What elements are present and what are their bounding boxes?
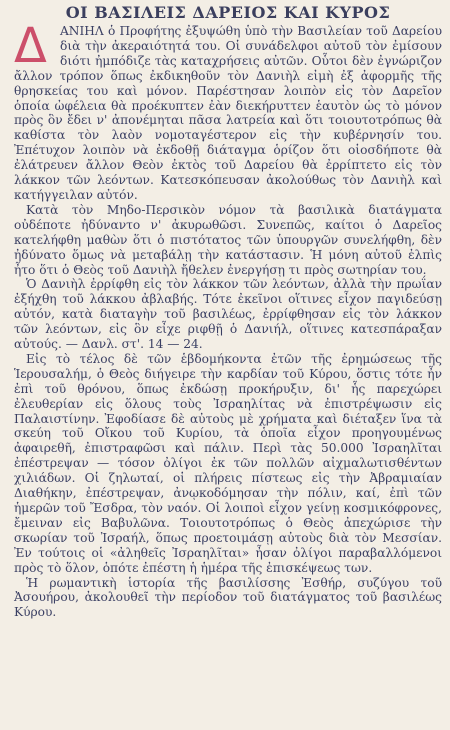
paragraph: Ἡ ρωμαντικὴ ἱστορία τῆς βασιλίσσης Ἐσθήρ, συζύγου τοῦ Ἀσουήρου, ἀκολουθεῖ τὴν περίοδον τοῦ διατάγματος τοῦ βασιλέως Κύρου. — [14, 575, 442, 620]
paragraph: Κατὰ τὸν Μηδο-Περσικὸν νόμον τὰ βασιλικὰ διατάγματα οὐδέποτε ἠδύναντο ν' ἀκυρωθῶσι. Συνεπῶς, καίτοι ὁ Δαρεῖος κατελήφθη μαθὼν ὅτι ὁ πιστότατος τῶν ὑπουργῶν συνελήφθη, δὲν ἠδύνατο ὅμως νὰ μεταβάλῃ τὴν κατάστασιν. Ἡ μόνη αὐτοῦ ἐλπὶς ἦτο ὅτι ὁ Θεὸς τοῦ Δανιὴλ ἤθελεν ἐνεργήσῃ τι πρὸς σωτηρίαν του. — [14, 202, 442, 277]
paragraph: Ὁ Δανιὴλ ἐρρίφθη εἰς τὸν λάκκον τῶν λεόντων, ἀλλὰ τὴν πρωΐαν ἐξήχθη τοῦ λάκκου ἀβλαβής. Τότε ἐκεῖνοι οἵτινες εἶχον παγιδεύσῃ αὐτόν, κατὰ διαταγὴν τοῦ βασιλέως, ἐρρίφθησαν εἰς τὸν λάκκον τῶν λεόντων, εἰς ὃν εἶχε ριφθῇ ὁ Δανιήλ, οἵτινες κατεσπάραξαν αὐτούς. — Δανλ. στ'. 14 — 24. — [14, 277, 442, 352]
article-body — [14, 18, 442, 620]
page-title: ΟΙ ΒΑΣΙΛΕΙΣ ΔΑΡΕΙΟΣ ΚΑΙ ΚΥΡΟΣ — [65, 3, 391, 22]
paragraph: ΑΝΙΗΛ ὁ Προφήτης ἐξυψώθη ὑπὸ τὴν Βασιλείαν τοῦ Δαρείου διὰ τὴν ἀκεραιότητά του. Οἱ συνάδελφοι αὐτοῦ τὸν ἐμίσουν διότι ἠμπόδιζε τὰς καταχρήσεις αὐτῶν. Οὗτοι δὲν ἐγνώριζον ἄλλον τρόπον ὅπως ἐκδικηθοῦν τὸν Δανιὴλ εἰμὴ ἐξ ἀφορμῆς τῆς θρησκείας του καὶ μόνον. Παρέστησαν λοιπὸν εἰς τὸν Δαρεῖον ὁποία ὠφέλεια θὰ προέκυπτεν ἐὰν διεκήρυττεν ἑαυτὸν ὡς τὸ μόνον πρὸς ὃν ἔδει ν' ἀπονέμηται πᾶσα λατρεία καὶ ὅτι τοιουτοτρόπως θὰ καθίστα τὸν λαὸν νομοταγέστερον εἰς τὴν κυβέρνησίν του. Ἐπέτυχον λοιπὸν νὰ ἐκδοθῇ διάταγμα ὁρίζον ὅτι οἱοσδήποτε θὰ ἐλάτρευεν ἄλλον Θεὸν ἐκτὸς τοῦ Δαρείου θὰ ἐρρίπτετο εἰς τὸν λάκκον τῶν λεόντων. Κατεσκόπευσαν ἀκολούθως τὸν Δανιὴλ καὶ κατήγγειλαν αὐτόν. — [14, 24, 442, 202]
paragraph: Εἰς τὸ τέλος δὲ τῶν ἑβδομήκοντα ἐτῶν τῆς ἐρημώσεως τῆς Ἱερουσαλήμ, ὁ Θεὸς διήγειρε τὴν καρδίαν τοῦ Κύρου, ὅστις τότε ἦν ἐπὶ τοῦ θρόνου, ὅπως ἐκδώσῃ προκήρυξιν, δι' ἧς παρεχώρει ἐλευθερίαν εἰς ὅλους τοὺς Ἰσραηλίτας νὰ ἐπιστρέψωσιν εἰς Παλαιστίνην. Ἐφοδίασε δὲ αὐτοὺς μὲ χρήματα καὶ διέταξεν ἵνα τὰ σκεύη τοῦ Οἴκου τοῦ Κυρίου, τὰ ὁποῖα εἶχον προηγουμένως ἀφαιρεθῆ, ἐπιστραφῶσι καὶ πάλιν. Περὶ τὰς 50.000 Ἰσραηλῖται ἐπέστρεψαν — τόσον ὀλίγοι ἐκ τῶν πολλῶν αἰχμαλωτισθέντων χιλιάδων. Οἱ ζηλωταί, οἱ πλήρεις πίστεως εἰς τὴν Ἀβραμιαίαν Διαθήκην, ἐπέστρεψαν, ἀνῳκοδόμησαν τὴν πόλιν, καί, ἐπὶ τῶν ἡμερῶν τοῦ Ἔσδρα, τὸν ναόν. Οἱ λοιποὶ εἶχον γείνῃ κοσμικόφρονες, ἔμειναν εἰς Βαβυλῶνα. Τοιουτοτρόπως ὁ Θεὸς ἀπεχώρισε τὴν σκωρίαν τοῦ Ἰσραήλ, ὅπως προετοιμάσῃ αὐτοὺς διὰ τὸν Μεσσίαν. Ἐν τούτοις οἱ «ἀληθεῖς Ἰσραηλῖται» ἦσαν ὀλίγοι παραβαλλόμενοι πρὸς τὸ ὅλον, ὁπότε ἐπέστη ἡ ἡμέρα τῆς ἐπισκέψεως των. — [14, 351, 442, 575]
drop-cap: Δ — [14, 18, 47, 74]
